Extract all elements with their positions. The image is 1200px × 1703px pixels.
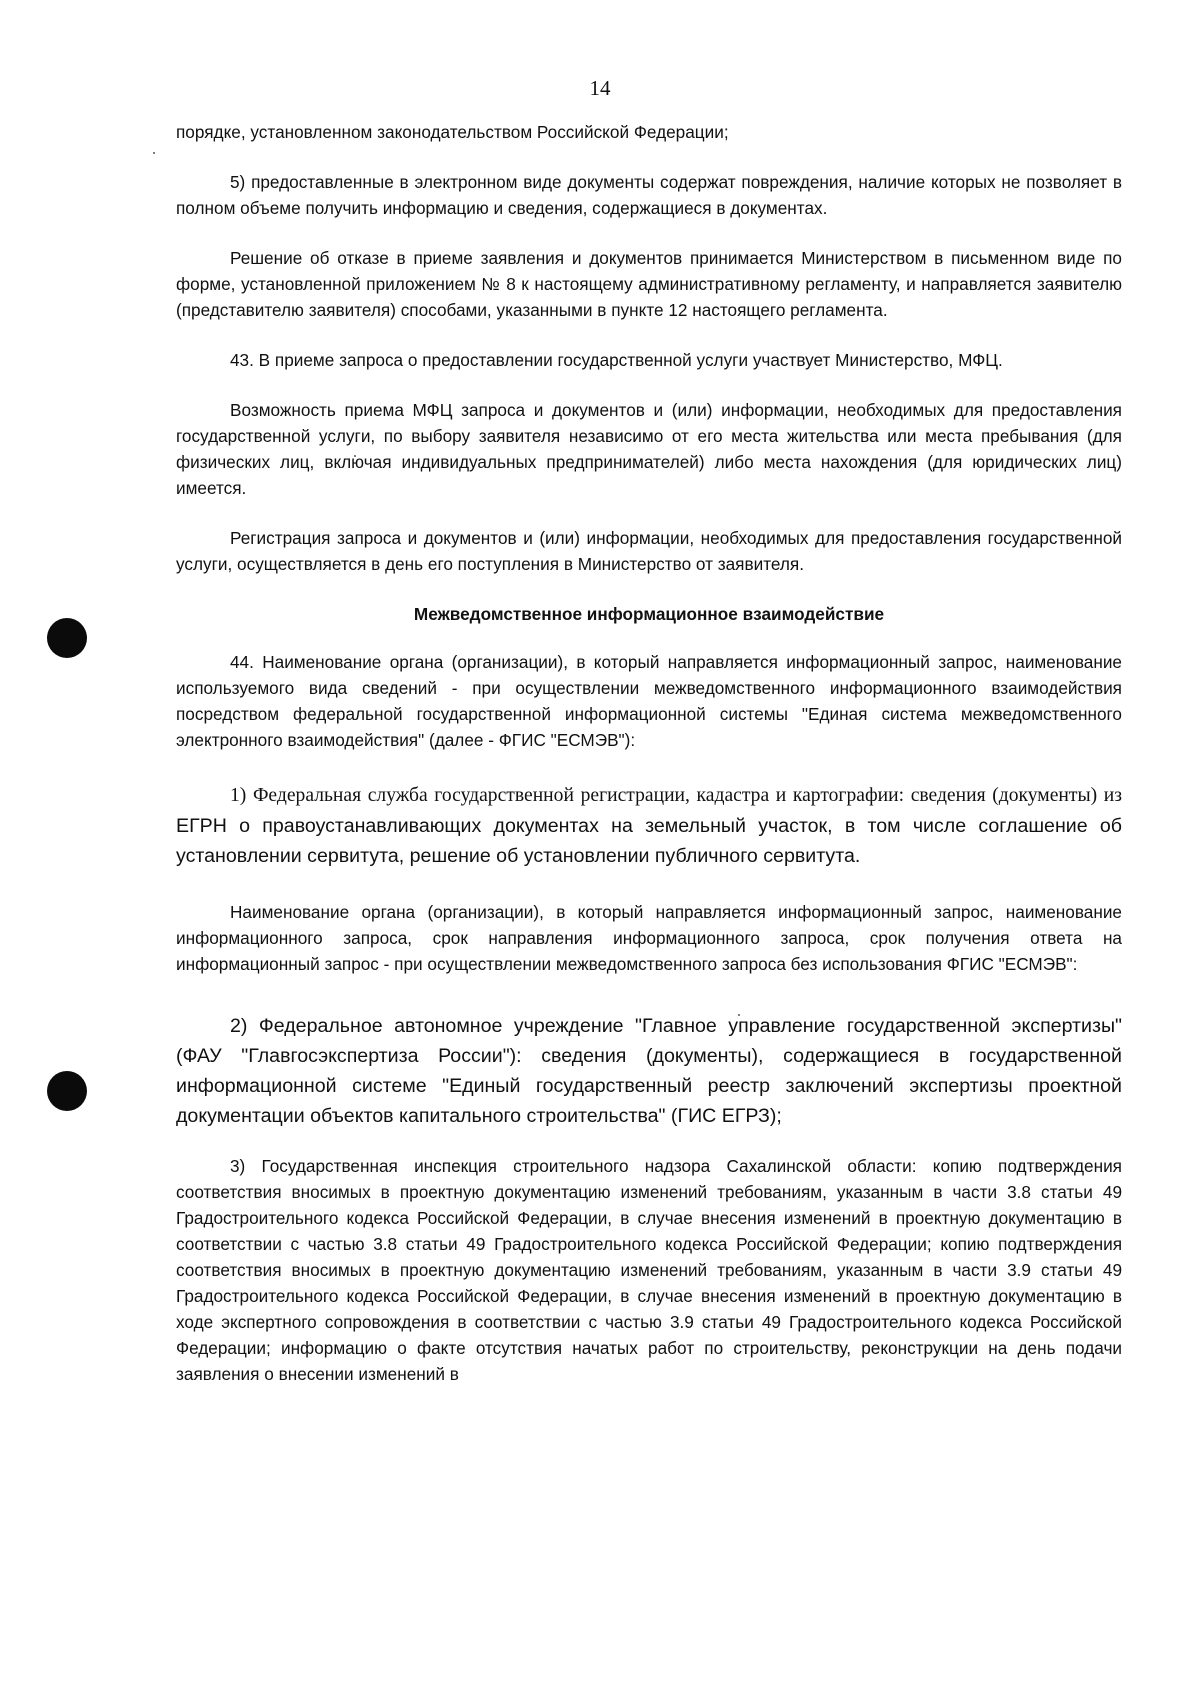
paragraph: 3) Государственная инспекция строительного надзора Сахалинской области: копию подтверждения соответствия вносимых в проектную документацию изменений требованиям, указанным в части 3.8 статьи 49 Градостроительного кодекса Российской Федерации, в случае внесения изменений в проектную документацию в соответствии с частью 3.8 статьи 49 Градостроительного кодекса Российской Федерации; копию подтверждения соответствия вносимых в проектную документацию изменений требованиям, указанным в части 3.9 статьи 49 Градостроительного кодекса Российской Федерации, в случае внесения изменений в проектную документацию в ходе экспертного сопровождения в соответствии с частью 3.9 статьи 49 Градостроительного кодекса Российской Федерации; информацию о факте отсутствия начатых работ по строительству, реконструкции на день подачи заявления о внесении изменений в bbox=[176, 1156, 1122, 1384]
punch-hole-bottom bbox=[47, 1071, 87, 1111]
paragraph: порядке, установленном законодательством Российской Федерации; bbox=[176, 122, 729, 142]
document-body bbox=[176, 119, 1122, 1387]
scan-speck bbox=[153, 152, 155, 154]
section-heading: Межведомственное информационное взаимодействие bbox=[413, 604, 885, 624]
paragraph: 2) Федеральное автономное учреждение "Главное управление государственной экспертизы" (ФАУ "Главгосэкспертиза России"): сведения (документы), содержащиеся в государственной информационной системе "Единый государственный реестр заключений экспертизы проектной документации объектов капитального строительства" (ГИС ЕГРЗ); bbox=[176, 1015, 1122, 1127]
paragraph: Решение об отказе в приеме заявления и документов принимается Министерством в письменном виде по форме, установленной приложением № 8 к настоящему административному регламенту, и направляется заявителю (представителю заявителя) способами, указанными в пункте 12 настоящего регламента. bbox=[176, 248, 1122, 320]
paragraph: 44. Наименование органа (организации), в который направляется информационный запрос, наименование используемого вида сведений - при осуществлении межведомственного информационного взаимодействия посредством федеральной государственной информационной системы "Единая система межведомственного электронного взаимодействия" (далее - ФГИС "ЕСМЭВ"): bbox=[176, 652, 1122, 750]
paragraph: Возможность приема МФЦ запроса и документов и (или) информации, необходимых для предоставления государственной услуги, по выбору заявителя независимо от его места жительства или места пребывания (для физических лиц, включая индивидуальных предпринимателей) либо места нахождения (для юридических лиц) имеется. bbox=[176, 400, 1122, 498]
paragraph: 43. В приеме запроса о предоставлении государственной услуги участвует Министерство, МФЦ. bbox=[230, 350, 1003, 370]
page-number: 14 bbox=[589, 76, 611, 100]
paragraph: Наименование органа (организации), в который направляется информационный запрос, наименование информационного запроса, срок направления информационного запроса, срок получения ответа на информационный запрос - при осуществлении межведомственного запроса без использования ФГИС "ЕСМЭВ": bbox=[176, 902, 1122, 974]
punch-hole-top bbox=[47, 618, 87, 658]
paragraph: Регистрация запроса и документов и (или) информации, необходимых для предоставления государственной услуги, осуществляется в день его поступления в Министерство от заявителя. bbox=[176, 528, 1122, 574]
paragraph: 5) предоставленные в электронном виде документы содержат повреждения, наличие которых не позволяет в полном объеме получить информацию и сведения, содержащиеся в документах. bbox=[176, 172, 1122, 218]
paragraph: 1) Федеральная служба государственной регистрации, кадастра и картографии: сведения (документы) из ЕГРН о правоустанавливающих документах на земельный участок, в том числе соглашение об установлении сервитута, решение об установлении публичного сервитута. bbox=[176, 785, 1122, 867]
